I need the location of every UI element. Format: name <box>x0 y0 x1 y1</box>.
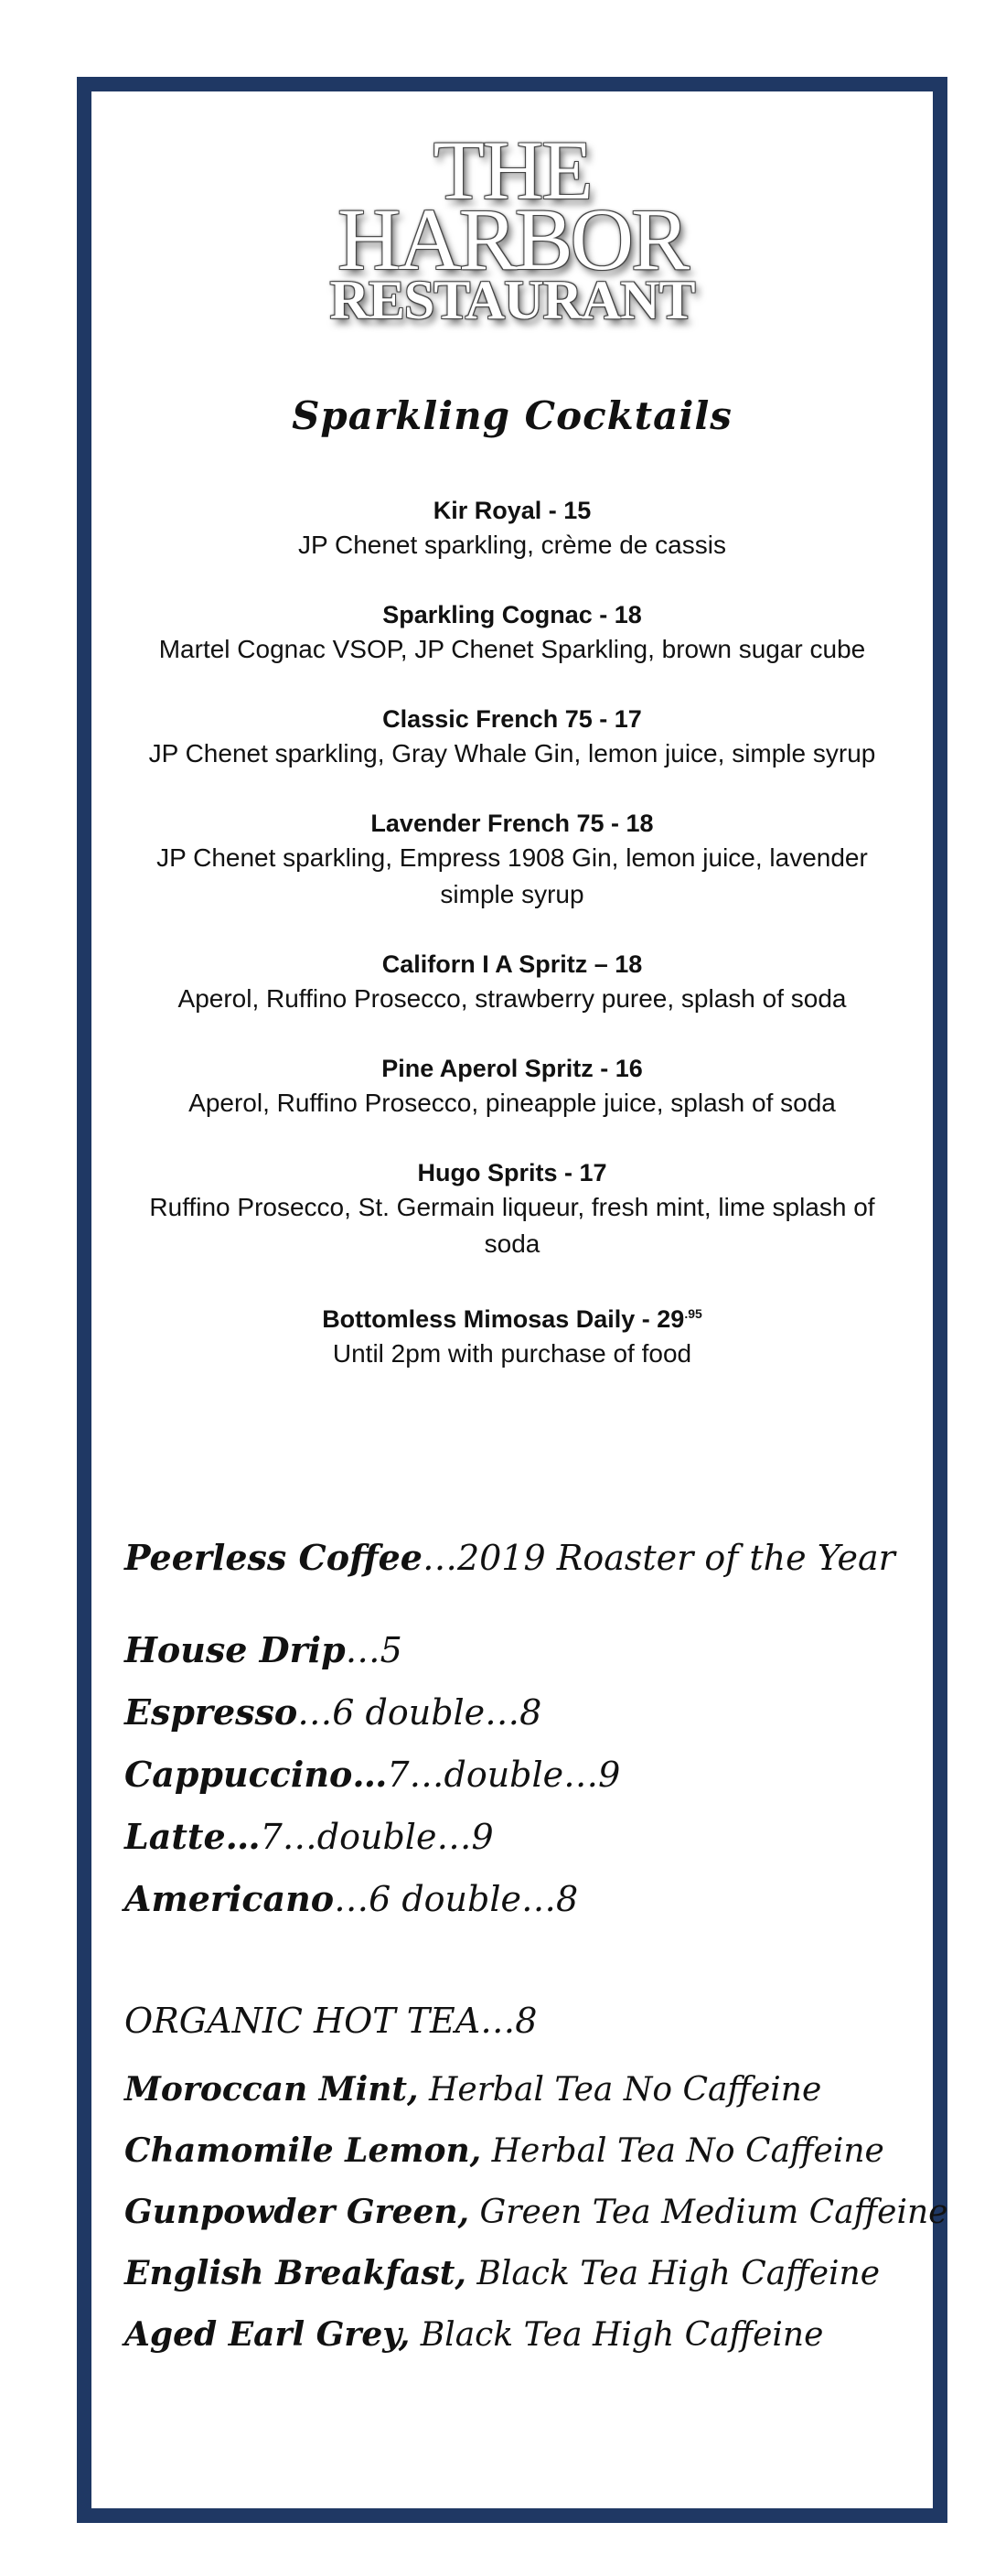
restaurant-logo <box>91 123 933 330</box>
tea-item-description: Herbal Tea No Caffeine <box>481 2132 884 2170</box>
tea-item-name: Gunpowder Green, <box>124 2193 470 2231</box>
cocktail-item <box>110 598 915 668</box>
coffee-item-name: Cappuccino… <box>124 1754 388 1795</box>
cocktail-description: JP Chenet sparkling, Empress 1908 Gin, lemon juice, lavender simple syrup <box>156 843 868 908</box>
coffee-section <box>124 1535 915 1930</box>
cocktail-item <box>110 494 915 564</box>
tea-item-description: Herbal Tea No Caffeine <box>418 2071 822 2109</box>
tea-item-name: Aged Earl Grey, <box>124 2315 411 2354</box>
tea-item-description: Green Tea Medium Caffeine <box>469 2194 948 2231</box>
tea-item <box>124 2182 948 2243</box>
tea-item-name: Chamomile Lemon, <box>124 2131 482 2170</box>
coffee-award: …2019 Roaster of the Year <box>422 1538 895 1578</box>
cocktail-item <box>110 807 915 913</box>
price-cents: .95 <box>684 1306 702 1321</box>
logo-line-the: THE <box>433 123 592 217</box>
tea-heading <box>124 1998 915 2044</box>
coffee-heading <box>124 1535 915 1581</box>
menu-page <box>91 91 948 2508</box>
coffee-item-price: …6 double…8 <box>297 1692 542 1733</box>
cocktail-name-text: Bottomless Mimosas Daily - 29 <box>322 1305 685 1333</box>
sparkling-cocktails-heading: Sparkling Cocktails <box>292 393 733 438</box>
cocktail-name: Californ I A Spritz – 18 <box>381 950 643 978</box>
cocktail-list <box>110 494 915 1407</box>
coffee-item-price: 7…double…9 <box>260 1817 494 1857</box>
cocktail-item <box>110 1156 915 1262</box>
cocktail-description: Until 2pm with purchase of food <box>332 1339 692 1368</box>
coffee-item <box>124 1619 915 1681</box>
tea-item-name: Moroccan Mint, <box>124 2070 419 2109</box>
cocktail-item <box>110 1297 915 1372</box>
tea-item-description: Black Tea High Caffeine <box>410 2316 824 2354</box>
tea-item <box>124 2243 915 2304</box>
cocktail-name <box>110 1297 915 1336</box>
coffee-item-price: 7…double…9 <box>387 1755 621 1795</box>
cocktail-item <box>110 703 915 772</box>
coffee-item <box>124 1744 915 1806</box>
cocktail-description: Ruffino Prosecco, St. Germain liqueur, fresh mint, lime splash of soda <box>149 1193 875 1258</box>
coffee-item-name: Latte… <box>124 1816 261 1857</box>
cocktail-description: JP Chenet sparkling, Gray Whale Gin, lemon juice, simple syrup <box>148 739 876 767</box>
tea-heading-price: …8 <box>480 2001 538 2041</box>
cocktail-description: Aperol, Ruffino Prosecco, pineapple juice, splash of soda <box>188 1089 836 1117</box>
tea-item <box>124 2120 915 2182</box>
coffee-item-price: …5 <box>345 1630 402 1670</box>
cocktail-description: Martel Cognac VSOP, JP Chenet Sparkling, brown sugar cube <box>158 635 866 663</box>
tea-item <box>124 2059 915 2120</box>
cocktail-name: Sparkling Cognac - 18 <box>382 601 642 628</box>
cocktail-description: JP Chenet sparkling, crème de cassis <box>298 531 726 559</box>
coffee-brand: Peerless Coffee <box>124 1537 423 1578</box>
cocktail-name: Pine Aperol Spritz - 16 <box>381 1055 643 1082</box>
cocktail-name: Hugo Sprits - 17 <box>417 1159 607 1186</box>
coffee-item <box>124 1681 915 1744</box>
tea-section <box>124 1998 948 2366</box>
tea-item-name: English Breakfast, <box>124 2254 466 2292</box>
cocktail-item <box>110 1052 915 1122</box>
tea-item <box>124 2304 915 2366</box>
cocktail-description: Aperol, Ruffino Prosecco, strawberry puree, splash of soda <box>177 984 847 1013</box>
cocktail-name: Classic French 75 - 17 <box>382 705 642 733</box>
coffee-item-name: House Drip <box>124 1629 346 1670</box>
cocktail-name: Lavender French 75 - 18 <box>370 810 654 837</box>
tea-heading-name: ORGANIC HOT TEA <box>124 2001 481 2041</box>
coffee-item <box>124 1868 915 1930</box>
logo-line-harbor: HARBOR <box>337 190 688 288</box>
logo-line-restaurant: RESTAURANT <box>329 270 695 330</box>
coffee-item <box>124 1806 915 1868</box>
coffee-item-name: Espresso <box>124 1691 298 1733</box>
cocktail-name: Kir Royal - 15 <box>433 497 592 524</box>
tea-item-description: Black Tea High Caffeine <box>465 2255 881 2292</box>
coffee-item-price: …6 double…8 <box>334 1879 579 1919</box>
coffee-item-name: Americano <box>124 1878 335 1919</box>
cocktail-item <box>110 948 915 1017</box>
